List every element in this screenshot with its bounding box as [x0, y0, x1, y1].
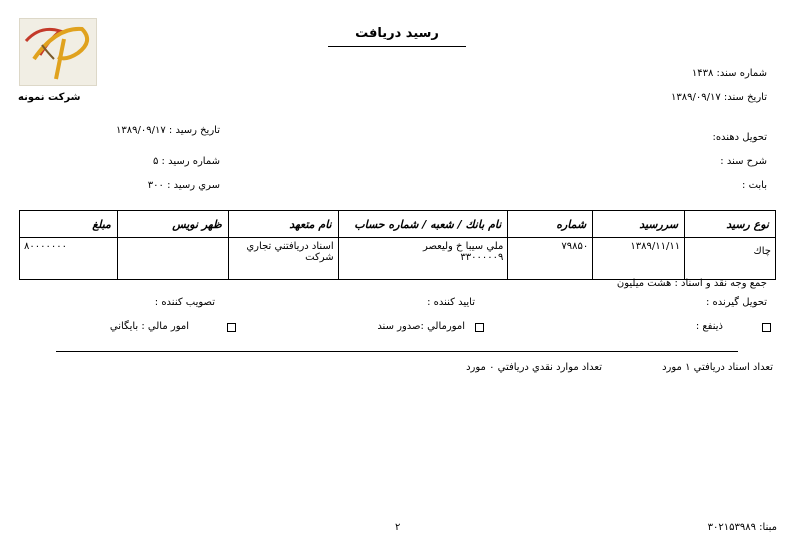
- logo-mark-icon: [20, 19, 96, 85]
- receipt-number: شماره رسید : ۵: [152, 156, 220, 167]
- col-number: شماره: [508, 211, 593, 238]
- cell-type: چاك: [685, 238, 776, 280]
- approver-label: تایید کننده :: [427, 297, 475, 308]
- table-row: [20, 238, 776, 280]
- receipt-date: تاریخ رسید : ۱۳۸۹/۰۹/۱۷: [116, 125, 220, 136]
- total-text: جمع وجه نقد و اسناد : هشت میلیون: [616, 278, 767, 289]
- bank-line-2: ۳۳۰۰۰۰۰۹: [460, 252, 504, 263]
- cell-bank: [338, 238, 508, 280]
- cell-endorser: [117, 238, 228, 280]
- finance-issue-label: امورمالي :صدور سند: [377, 321, 465, 332]
- ratifier-label: تصویب کننده :: [154, 297, 215, 308]
- finance-archive-label: امور مالي : بایگاني: [109, 321, 189, 332]
- cell-amount: ۸۰۰۰۰۰۰۰: [20, 238, 118, 280]
- doc-number: شماره سند: ۱۴۳۸: [691, 68, 767, 79]
- bank-line-1: ملي سیبا خ ولیعصر: [422, 241, 504, 252]
- doc-date: تاریخ سند: ۱۳۸۹/۰۹/۱۷: [671, 92, 767, 103]
- base-number: مبنا: ۳۰۲۱۵۳۹۸۹: [707, 522, 777, 533]
- finance-issue-checkbox[interactable]: [475, 323, 484, 332]
- receipt-series: سري رسید : ۳۰۰: [147, 180, 220, 191]
- company-name: شرکت نمونه: [18, 92, 81, 103]
- receiver-label: تحویل گیرنده :: [705, 297, 767, 308]
- col-receipt-type: نوع رسید: [685, 211, 776, 238]
- table-header-row: [20, 211, 776, 238]
- page-title: رسید دریافت: [328, 26, 466, 47]
- col-due-date: سررسید: [593, 211, 685, 238]
- finance-archive-checkbox[interactable]: [227, 323, 236, 332]
- col-obligor: نام متعهد: [228, 211, 338, 238]
- receipt-table: [19, 210, 776, 280]
- col-bank: نام بانك / شعبه / شماره حساب: [338, 211, 508, 238]
- beneficiary-label: ذینفع :: [695, 321, 723, 332]
- cell-due: ۱۳۸۹/۱۱/۱۱: [593, 238, 685, 280]
- cell-number: ۷۹۸۵۰: [508, 238, 593, 280]
- col-endorser: ظهر نویس: [117, 211, 228, 238]
- cash-items-count: تعداد موارد نقدي دریافتي ۰ مورد: [466, 362, 602, 373]
- obligor-line-1: اسناد دريافتني تجاري: [246, 241, 334, 252]
- page-number: ۲: [395, 522, 401, 533]
- deliverer-label: تحویل دهنده:: [712, 132, 767, 143]
- col-amount: مبلغ: [20, 211, 118, 238]
- regarding-label: بابت :: [742, 180, 767, 191]
- doc-description-label: شرح سند :: [720, 156, 767, 167]
- company-logo: [19, 18, 97, 86]
- obligor-line-2: شرکت: [305, 252, 334, 263]
- beneficiary-checkbox[interactable]: [762, 323, 771, 332]
- received-docs-count: تعداد اسناد دریافتي ۱ مورد: [662, 362, 773, 373]
- cell-obligor: [228, 238, 338, 280]
- separator-line: [56, 351, 738, 352]
